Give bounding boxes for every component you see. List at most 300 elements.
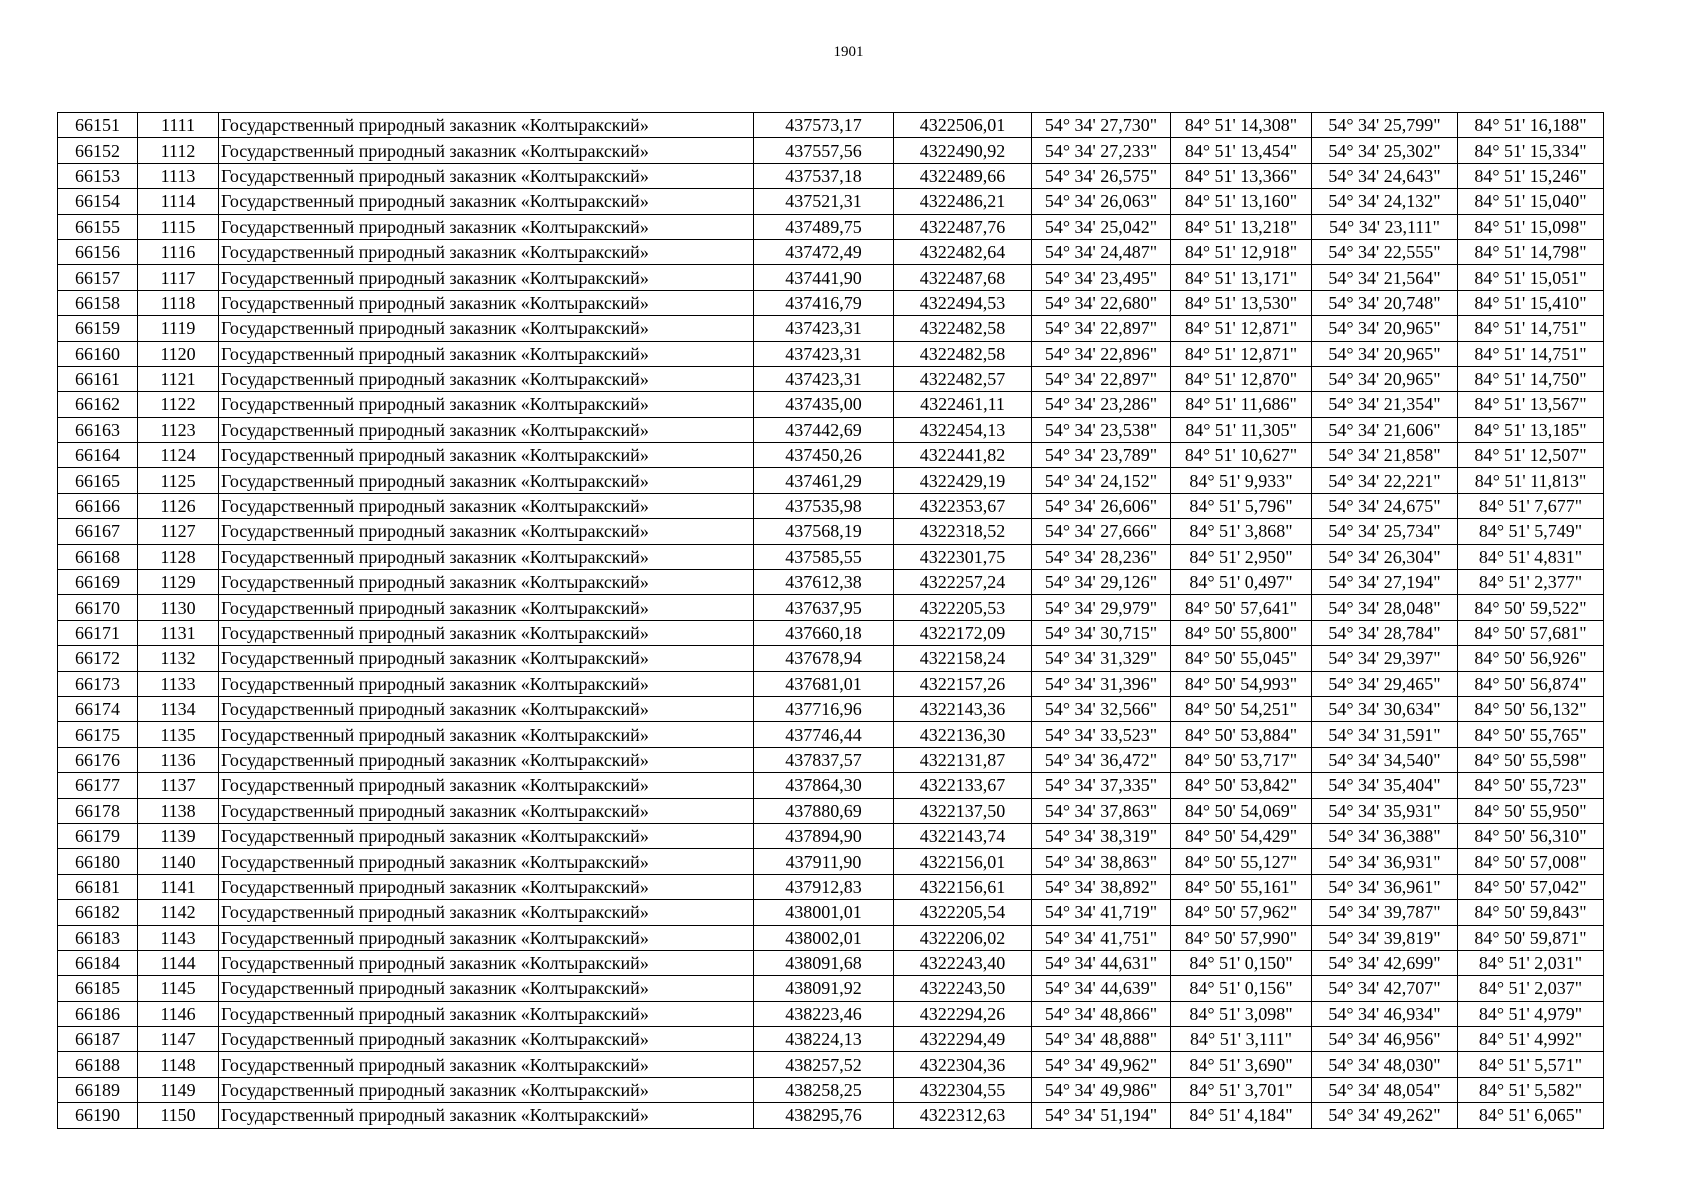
point-number-cell: 1147 <box>138 1027 219 1052</box>
latitude-1-cell: 54° 34' 23,789" <box>1032 443 1171 468</box>
row-number-cell: 66169 <box>58 570 138 595</box>
latitude-1-cell: 54° 34' 48,866" <box>1032 1001 1171 1026</box>
object-name-cell: Государственный природный заказник «Колтыракский» <box>219 570 754 595</box>
x-coordinate-cell: 437716,96 <box>754 696 894 721</box>
longitude-1-cell: 84° 51' 13,530" <box>1171 290 1312 315</box>
latitude-2-cell: 54° 34' 25,799" <box>1312 113 1458 138</box>
latitude-2-cell: 54° 34' 21,564" <box>1312 265 1458 290</box>
table-row <box>58 341 1604 366</box>
row-number-cell: 66166 <box>58 493 138 518</box>
y-coordinate-cell: 4322482,58 <box>894 341 1032 366</box>
latitude-1-cell: 54° 34' 29,979" <box>1032 595 1171 620</box>
x-coordinate-cell: 437864,30 <box>754 773 894 798</box>
longitude-2-cell: 84° 51' 4,979" <box>1458 1001 1604 1026</box>
object-name-cell: Государственный природный заказник «Колтыракский» <box>219 443 754 468</box>
x-coordinate-cell: 437423,31 <box>754 366 894 391</box>
object-name-cell: Государственный природный заказник «Колтыракский» <box>219 950 754 975</box>
latitude-1-cell: 54° 34' 26,606" <box>1032 493 1171 518</box>
x-coordinate-cell: 437423,31 <box>754 341 894 366</box>
longitude-2-cell: 84° 50' 57,008" <box>1458 849 1604 874</box>
point-number-cell: 1134 <box>138 696 219 721</box>
latitude-1-cell: 54° 34' 49,986" <box>1032 1077 1171 1102</box>
longitude-1-cell: 84° 50' 55,127" <box>1171 849 1312 874</box>
longitude-1-cell: 84° 51' 3,868" <box>1171 519 1312 544</box>
table-row <box>58 570 1604 595</box>
table-row <box>58 1027 1604 1052</box>
longitude-2-cell: 84° 50' 56,132" <box>1458 696 1604 721</box>
latitude-1-cell: 54° 34' 37,335" <box>1032 773 1171 798</box>
latitude-2-cell: 54° 34' 23,111" <box>1312 214 1458 239</box>
y-coordinate-cell: 4322482,64 <box>894 239 1032 264</box>
latitude-2-cell: 54° 34' 28,048" <box>1312 595 1458 620</box>
point-number-cell: 1139 <box>138 823 219 848</box>
x-coordinate-cell: 437441,90 <box>754 265 894 290</box>
longitude-1-cell: 84° 51' 3,690" <box>1171 1052 1312 1077</box>
x-coordinate-cell: 438257,52 <box>754 1052 894 1077</box>
longitude-2-cell: 84° 51' 14,798" <box>1458 239 1604 264</box>
latitude-2-cell: 54° 34' 42,707" <box>1312 976 1458 1001</box>
latitude-2-cell: 54° 34' 29,397" <box>1312 646 1458 671</box>
longitude-1-cell: 84° 51' 0,156" <box>1171 976 1312 1001</box>
row-number-cell: 66178 <box>58 798 138 823</box>
longitude-1-cell: 84° 51' 9,933" <box>1171 468 1312 493</box>
latitude-2-cell: 54° 34' 20,965" <box>1312 341 1458 366</box>
object-name-cell: Государственный природный заказник «Колтыракский» <box>219 239 754 264</box>
object-name-cell: Государственный природный заказник «Колтыракский» <box>219 163 754 188</box>
y-coordinate-cell: 4322312,63 <box>894 1103 1032 1128</box>
latitude-2-cell: 54° 34' 28,784" <box>1312 620 1458 645</box>
row-number-cell: 66187 <box>58 1027 138 1052</box>
row-number-cell: 66154 <box>58 189 138 214</box>
row-number-cell: 66163 <box>58 417 138 442</box>
latitude-1-cell: 54° 34' 23,286" <box>1032 392 1171 417</box>
longitude-1-cell: 84° 51' 12,918" <box>1171 239 1312 264</box>
table-row <box>58 1001 1604 1026</box>
x-coordinate-cell: 437637,95 <box>754 595 894 620</box>
longitude-2-cell: 84° 50' 56,310" <box>1458 823 1604 848</box>
page-number: 1901 <box>833 44 864 60</box>
table-row <box>58 671 1604 696</box>
row-number-cell: 66177 <box>58 773 138 798</box>
object-name-cell: Государственный природный заказник «Колтыракский» <box>219 722 754 747</box>
y-coordinate-cell: 4322490,92 <box>894 138 1032 163</box>
x-coordinate-cell: 437894,90 <box>754 823 894 848</box>
point-number-cell: 1119 <box>138 316 219 341</box>
table-row <box>58 189 1604 214</box>
table-row <box>58 1077 1604 1102</box>
x-coordinate-cell: 437557,56 <box>754 138 894 163</box>
y-coordinate-cell: 4322294,26 <box>894 1001 1032 1026</box>
object-name-cell: Государственный природный заказник «Колтыракский» <box>219 671 754 696</box>
table-row <box>58 798 1604 823</box>
x-coordinate-cell: 438295,76 <box>754 1103 894 1128</box>
x-coordinate-cell: 437461,29 <box>754 468 894 493</box>
latitude-1-cell: 54° 34' 26,063" <box>1032 189 1171 214</box>
object-name-cell: Государственный природный заказник «Колтыракский» <box>219 849 754 874</box>
y-coordinate-cell: 4322206,02 <box>894 925 1032 950</box>
y-coordinate-cell: 4322137,50 <box>894 798 1032 823</box>
latitude-2-cell: 54° 34' 25,302" <box>1312 138 1458 163</box>
point-number-cell: 1121 <box>138 366 219 391</box>
y-coordinate-cell: 4322487,68 <box>894 265 1032 290</box>
y-coordinate-cell: 4322205,53 <box>894 595 1032 620</box>
longitude-1-cell: 84° 51' 14,308" <box>1171 113 1312 138</box>
table-row <box>58 239 1604 264</box>
y-coordinate-cell: 4322482,57 <box>894 366 1032 391</box>
latitude-2-cell: 54° 34' 46,956" <box>1312 1027 1458 1052</box>
row-number-cell: 66164 <box>58 443 138 468</box>
y-coordinate-cell: 4322304,36 <box>894 1052 1032 1077</box>
point-number-cell: 1142 <box>138 900 219 925</box>
longitude-2-cell: 84° 51' 12,507" <box>1458 443 1604 468</box>
latitude-1-cell: 54° 34' 27,666" <box>1032 519 1171 544</box>
latitude-2-cell: 54° 34' 48,054" <box>1312 1077 1458 1102</box>
x-coordinate-cell: 437837,57 <box>754 747 894 772</box>
row-number-cell: 66186 <box>58 1001 138 1026</box>
longitude-2-cell: 84° 51' 15,040" <box>1458 189 1604 214</box>
table-row <box>58 823 1604 848</box>
row-number-cell: 66161 <box>58 366 138 391</box>
longitude-2-cell: 84° 50' 59,843" <box>1458 900 1604 925</box>
latitude-2-cell: 54° 34' 48,030" <box>1312 1052 1458 1077</box>
table-row <box>58 468 1604 493</box>
x-coordinate-cell: 437911,90 <box>754 849 894 874</box>
row-number-cell: 66183 <box>58 925 138 950</box>
table-row <box>58 646 1604 671</box>
table-row <box>58 163 1604 188</box>
point-number-cell: 1150 <box>138 1103 219 1128</box>
longitude-1-cell: 84° 51' 12,871" <box>1171 316 1312 341</box>
object-name-cell: Государственный природный заказник «Колтыракский» <box>219 1103 754 1128</box>
point-number-cell: 1127 <box>138 519 219 544</box>
point-number-cell: 1137 <box>138 773 219 798</box>
point-number-cell: 1133 <box>138 671 219 696</box>
latitude-2-cell: 54° 34' 26,304" <box>1312 544 1458 569</box>
latitude-1-cell: 54° 34' 25,042" <box>1032 214 1171 239</box>
longitude-1-cell: 84° 50' 53,884" <box>1171 722 1312 747</box>
y-coordinate-cell: 4322487,76 <box>894 214 1032 239</box>
y-coordinate-cell: 4322243,40 <box>894 950 1032 975</box>
x-coordinate-cell: 437678,94 <box>754 646 894 671</box>
table-row <box>58 747 1604 772</box>
object-name-cell: Государственный природный заказник «Колтыракский» <box>219 138 754 163</box>
longitude-2-cell: 84° 50' 55,723" <box>1458 773 1604 798</box>
latitude-1-cell: 54° 34' 32,566" <box>1032 696 1171 721</box>
row-number-cell: 66174 <box>58 696 138 721</box>
longitude-1-cell: 84° 51' 3,111" <box>1171 1027 1312 1052</box>
longitude-2-cell: 84° 50' 55,598" <box>1458 747 1604 772</box>
latitude-1-cell: 54° 34' 38,863" <box>1032 849 1171 874</box>
point-number-cell: 1118 <box>138 290 219 315</box>
row-number-cell: 66188 <box>58 1052 138 1077</box>
y-coordinate-cell: 4322304,55 <box>894 1077 1032 1102</box>
object-name-cell: Государственный природный заказник «Колтыракский» <box>219 1077 754 1102</box>
x-coordinate-cell: 437681,01 <box>754 671 894 696</box>
row-number-cell: 66172 <box>58 646 138 671</box>
y-coordinate-cell: 4322156,61 <box>894 874 1032 899</box>
latitude-2-cell: 54° 34' 46,934" <box>1312 1001 1458 1026</box>
longitude-2-cell: 84° 51' 5,571" <box>1458 1052 1604 1077</box>
x-coordinate-cell: 437912,83 <box>754 874 894 899</box>
latitude-1-cell: 54° 34' 30,715" <box>1032 620 1171 645</box>
latitude-1-cell: 54° 34' 41,719" <box>1032 900 1171 925</box>
longitude-1-cell: 84° 51' 13,454" <box>1171 138 1312 163</box>
latitude-1-cell: 54° 34' 28,236" <box>1032 544 1171 569</box>
x-coordinate-cell: 437573,17 <box>754 113 894 138</box>
longitude-2-cell: 84° 50' 59,522" <box>1458 595 1604 620</box>
y-coordinate-cell: 4322429,19 <box>894 468 1032 493</box>
object-name-cell: Государственный природный заказник «Колтыракский» <box>219 1052 754 1077</box>
point-number-cell: 1114 <box>138 189 219 214</box>
longitude-2-cell: 84° 51' 16,188" <box>1458 113 1604 138</box>
longitude-1-cell: 84° 51' 3,701" <box>1171 1077 1312 1102</box>
x-coordinate-cell: 437521,31 <box>754 189 894 214</box>
row-number-cell: 66180 <box>58 849 138 874</box>
point-number-cell: 1136 <box>138 747 219 772</box>
x-coordinate-cell: 438001,01 <box>754 900 894 925</box>
latitude-1-cell: 54° 34' 48,888" <box>1032 1027 1171 1052</box>
latitude-2-cell: 54° 34' 20,965" <box>1312 366 1458 391</box>
point-number-cell: 1140 <box>138 849 219 874</box>
latitude-2-cell: 54° 34' 39,787" <box>1312 900 1458 925</box>
y-coordinate-cell: 4322318,52 <box>894 519 1032 544</box>
object-name-cell: Государственный природный заказник «Колтыракский» <box>219 341 754 366</box>
y-coordinate-cell: 4322489,66 <box>894 163 1032 188</box>
object-name-cell: Государственный природный заказник «Колтыракский» <box>219 468 754 493</box>
table-row <box>58 900 1604 925</box>
longitude-2-cell: 84° 50' 56,926" <box>1458 646 1604 671</box>
longitude-1-cell: 84° 51' 12,871" <box>1171 341 1312 366</box>
longitude-2-cell: 84° 51' 5,749" <box>1458 519 1604 544</box>
longitude-1-cell: 84° 51' 10,627" <box>1171 443 1312 468</box>
y-coordinate-cell: 4322157,26 <box>894 671 1032 696</box>
longitude-2-cell: 84° 51' 5,582" <box>1458 1077 1604 1102</box>
x-coordinate-cell: 437880,69 <box>754 798 894 823</box>
latitude-1-cell: 54° 34' 27,730" <box>1032 113 1171 138</box>
x-coordinate-cell: 437489,75 <box>754 214 894 239</box>
longitude-2-cell: 84° 51' 4,992" <box>1458 1027 1604 1052</box>
table-row <box>58 138 1604 163</box>
x-coordinate-cell: 437585,55 <box>754 544 894 569</box>
x-coordinate-cell: 438091,92 <box>754 976 894 1001</box>
object-name-cell: Государственный природный заказник «Колтыракский» <box>219 113 754 138</box>
object-name-cell: Государственный природный заказник «Колтыракский» <box>219 595 754 620</box>
point-number-cell: 1135 <box>138 722 219 747</box>
longitude-2-cell: 84° 51' 6,065" <box>1458 1103 1604 1128</box>
latitude-1-cell: 54° 34' 38,319" <box>1032 823 1171 848</box>
latitude-1-cell: 54° 34' 44,631" <box>1032 950 1171 975</box>
object-name-cell: Государственный природный заказник «Колтыракский» <box>219 189 754 214</box>
object-name-cell: Государственный природный заказник «Колтыракский» <box>219 316 754 341</box>
y-coordinate-cell: 4322461,11 <box>894 392 1032 417</box>
latitude-1-cell: 54° 34' 22,896" <box>1032 341 1171 366</box>
object-name-cell: Государственный природный заказник «Колтыракский» <box>219 544 754 569</box>
y-coordinate-cell: 4322136,30 <box>894 722 1032 747</box>
row-number-cell: 66156 <box>58 239 138 264</box>
y-coordinate-cell: 4322482,58 <box>894 316 1032 341</box>
x-coordinate-cell: 437535,98 <box>754 493 894 518</box>
longitude-1-cell: 84° 51' 13,366" <box>1171 163 1312 188</box>
latitude-2-cell: 54° 34' 39,819" <box>1312 925 1458 950</box>
longitude-1-cell: 84° 51' 5,796" <box>1171 493 1312 518</box>
point-number-cell: 1125 <box>138 468 219 493</box>
y-coordinate-cell: 4322172,09 <box>894 620 1032 645</box>
longitude-1-cell: 84° 50' 55,161" <box>1171 874 1312 899</box>
latitude-2-cell: 54° 34' 25,734" <box>1312 519 1458 544</box>
object-name-cell: Государственный природный заказник «Колтыракский» <box>219 366 754 391</box>
longitude-2-cell: 84° 51' 2,037" <box>1458 976 1604 1001</box>
object-name-cell: Государственный природный заказник «Колтыракский» <box>219 214 754 239</box>
x-coordinate-cell: 437472,49 <box>754 239 894 264</box>
row-number-cell: 66168 <box>58 544 138 569</box>
y-coordinate-cell: 4322301,75 <box>894 544 1032 569</box>
latitude-2-cell: 54° 34' 22,555" <box>1312 239 1458 264</box>
object-name-cell: Государственный природный заказник «Колтыракский» <box>219 696 754 721</box>
row-number-cell: 66173 <box>58 671 138 696</box>
latitude-2-cell: 54° 34' 30,634" <box>1312 696 1458 721</box>
row-number-cell: 66159 <box>58 316 138 341</box>
latitude-1-cell: 54° 34' 38,892" <box>1032 874 1171 899</box>
table-row <box>58 696 1604 721</box>
x-coordinate-cell: 437442,69 <box>754 417 894 442</box>
longitude-2-cell: 84° 50' 57,042" <box>1458 874 1604 899</box>
row-number-cell: 66152 <box>58 138 138 163</box>
latitude-2-cell: 54° 34' 21,606" <box>1312 417 1458 442</box>
y-coordinate-cell: 4322294,49 <box>894 1027 1032 1052</box>
longitude-1-cell: 84° 51' 13,218" <box>1171 214 1312 239</box>
x-coordinate-cell: 438258,25 <box>754 1077 894 1102</box>
x-coordinate-cell: 437416,79 <box>754 290 894 315</box>
longitude-1-cell: 84° 51' 4,184" <box>1171 1103 1312 1128</box>
longitude-1-cell: 84° 51' 13,160" <box>1171 189 1312 214</box>
longitude-2-cell: 84° 50' 55,950" <box>1458 798 1604 823</box>
longitude-1-cell: 84° 51' 3,098" <box>1171 1001 1312 1026</box>
row-number-cell: 66158 <box>58 290 138 315</box>
y-coordinate-cell: 4322158,24 <box>894 646 1032 671</box>
longitude-2-cell: 84° 51' 2,377" <box>1458 570 1604 595</box>
table-row <box>58 1103 1604 1128</box>
row-number-cell: 66189 <box>58 1077 138 1102</box>
object-name-cell: Государственный природный заказник «Колтыракский» <box>219 519 754 544</box>
longitude-2-cell: 84° 51' 13,567" <box>1458 392 1604 417</box>
latitude-2-cell: 54° 34' 49,262" <box>1312 1103 1458 1128</box>
y-coordinate-cell: 4322441,82 <box>894 443 1032 468</box>
row-number-cell: 66190 <box>58 1103 138 1128</box>
longitude-2-cell: 84° 51' 14,751" <box>1458 316 1604 341</box>
point-number-cell: 1141 <box>138 874 219 899</box>
row-number-cell: 66171 <box>58 620 138 645</box>
object-name-cell: Государственный природный заказник «Колтыракский» <box>219 646 754 671</box>
longitude-1-cell: 84° 50' 54,251" <box>1171 696 1312 721</box>
y-coordinate-cell: 4322205,54 <box>894 900 1032 925</box>
point-number-cell: 1123 <box>138 417 219 442</box>
row-number-cell: 66153 <box>58 163 138 188</box>
point-number-cell: 1149 <box>138 1077 219 1102</box>
table-row <box>58 290 1604 315</box>
latitude-1-cell: 54° 34' 22,897" <box>1032 366 1171 391</box>
latitude-2-cell: 54° 34' 20,748" <box>1312 290 1458 315</box>
x-coordinate-cell: 437660,18 <box>754 620 894 645</box>
longitude-1-cell: 84° 50' 53,717" <box>1171 747 1312 772</box>
point-number-cell: 1144 <box>138 950 219 975</box>
row-number-cell: 66181 <box>58 874 138 899</box>
table-row <box>58 214 1604 239</box>
longitude-1-cell: 84° 50' 55,800" <box>1171 620 1312 645</box>
longitude-2-cell: 84° 51' 14,751" <box>1458 341 1604 366</box>
object-name-cell: Государственный природный заказник «Колтыракский» <box>219 417 754 442</box>
latitude-2-cell: 54° 34' 24,132" <box>1312 189 1458 214</box>
x-coordinate-cell: 438223,46 <box>754 1001 894 1026</box>
point-number-cell: 1130 <box>138 595 219 620</box>
latitude-2-cell: 54° 34' 21,858" <box>1312 443 1458 468</box>
longitude-2-cell: 84° 51' 7,677" <box>1458 493 1604 518</box>
latitude-1-cell: 54° 34' 37,863" <box>1032 798 1171 823</box>
x-coordinate-cell: 437612,38 <box>754 570 894 595</box>
table-row <box>58 113 1604 138</box>
latitude-2-cell: 54° 34' 36,961" <box>1312 874 1458 899</box>
latitude-1-cell: 54° 34' 22,680" <box>1032 290 1171 315</box>
latitude-2-cell: 54° 34' 27,194" <box>1312 570 1458 595</box>
longitude-1-cell: 84° 50' 57,962" <box>1171 900 1312 925</box>
row-number-cell: 66165 <box>58 468 138 493</box>
longitude-1-cell: 84° 51' 13,171" <box>1171 265 1312 290</box>
point-number-cell: 1146 <box>138 1001 219 1026</box>
longitude-1-cell: 84° 50' 54,993" <box>1171 671 1312 696</box>
latitude-1-cell: 54° 34' 31,329" <box>1032 646 1171 671</box>
point-number-cell: 1122 <box>138 392 219 417</box>
table-row <box>58 493 1604 518</box>
longitude-1-cell: 84° 51' 11,305" <box>1171 417 1312 442</box>
latitude-1-cell: 54° 34' 27,233" <box>1032 138 1171 163</box>
longitude-2-cell: 84° 51' 13,185" <box>1458 417 1604 442</box>
object-name-cell: Государственный природный заказник «Колтыракский» <box>219 798 754 823</box>
object-name-cell: Государственный природный заказник «Колтыракский» <box>219 265 754 290</box>
y-coordinate-cell: 4322257,24 <box>894 570 1032 595</box>
latitude-2-cell: 54° 34' 42,699" <box>1312 950 1458 975</box>
table-row <box>58 443 1604 468</box>
latitude-1-cell: 54° 34' 23,538" <box>1032 417 1171 442</box>
longitude-2-cell: 84° 51' 15,410" <box>1458 290 1604 315</box>
latitude-2-cell: 54° 34' 34,540" <box>1312 747 1458 772</box>
longitude-2-cell: 84° 51' 15,246" <box>1458 163 1604 188</box>
table-row <box>58 722 1604 747</box>
longitude-2-cell: 84° 51' 2,031" <box>1458 950 1604 975</box>
table-row <box>58 620 1604 645</box>
latitude-1-cell: 54° 34' 24,152" <box>1032 468 1171 493</box>
table-row <box>58 849 1604 874</box>
row-number-cell: 66155 <box>58 214 138 239</box>
latitude-1-cell: 54° 34' 24,487" <box>1032 239 1171 264</box>
object-name-cell: Государственный природный заказник «Колтыракский» <box>219 773 754 798</box>
latitude-2-cell: 54° 34' 36,931" <box>1312 849 1458 874</box>
object-name-cell: Государственный природный заказник «Колтыракский» <box>219 493 754 518</box>
object-name-cell: Государственный природный заказник «Колтыракский» <box>219 874 754 899</box>
x-coordinate-cell: 437746,44 <box>754 722 894 747</box>
longitude-1-cell: 84° 51' 0,150" <box>1171 950 1312 975</box>
point-number-cell: 1128 <box>138 544 219 569</box>
y-coordinate-cell: 4322506,01 <box>894 113 1032 138</box>
object-name-cell: Государственный природный заказник «Колтыракский» <box>219 747 754 772</box>
y-coordinate-cell: 4322143,36 <box>894 696 1032 721</box>
table-row <box>58 392 1604 417</box>
x-coordinate-cell: 438091,68 <box>754 950 894 975</box>
latitude-1-cell: 54° 34' 51,194" <box>1032 1103 1171 1128</box>
object-name-cell: Государственный природный заказник «Колтыракский» <box>219 925 754 950</box>
point-number-cell: 1132 <box>138 646 219 671</box>
table-row <box>58 874 1604 899</box>
row-number-cell: 66184 <box>58 950 138 975</box>
latitude-1-cell: 54° 34' 29,126" <box>1032 570 1171 595</box>
